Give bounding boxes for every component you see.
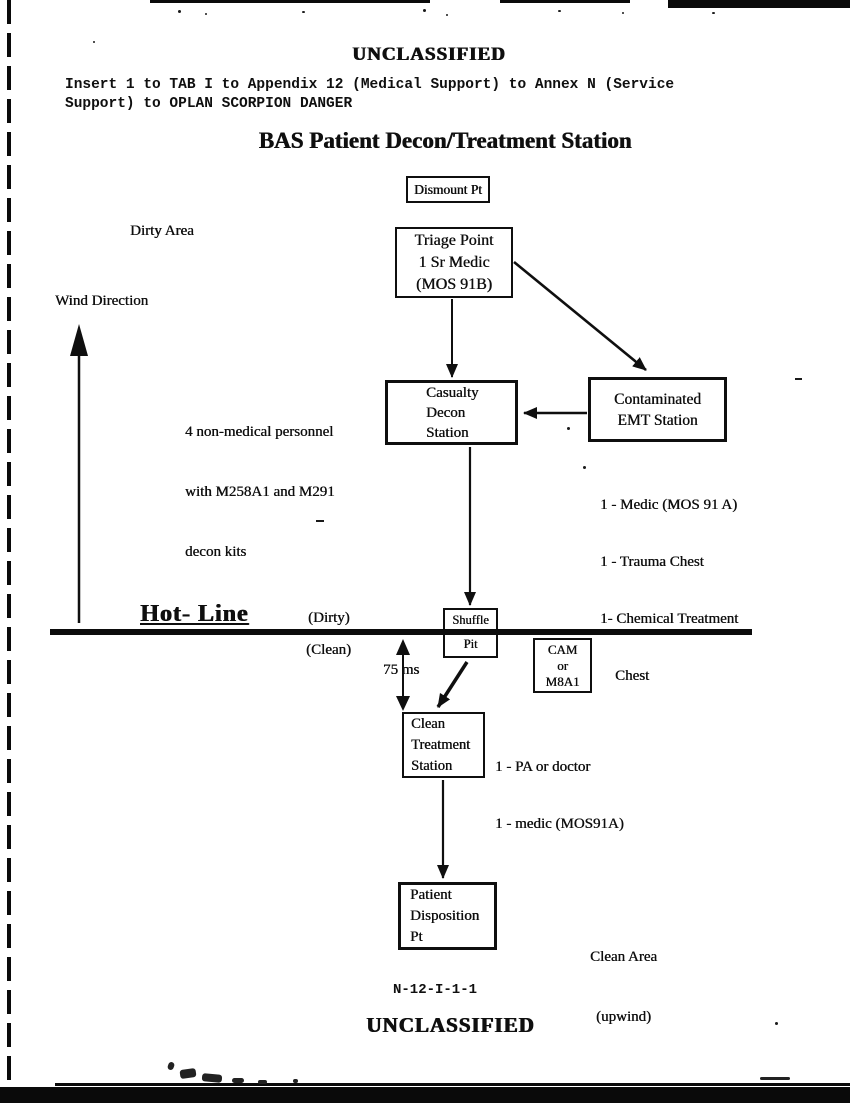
- clean-area-label: [590, 907, 657, 1067]
- patient-disposition-pt-box: [398, 882, 497, 950]
- arrow-shuffle-pit-to-clean-treatment: [438, 662, 467, 707]
- scan-speck: [423, 9, 426, 12]
- emt-staffing-list: [600, 458, 738, 724]
- dismount-pt-box: [406, 176, 490, 203]
- emt-line-1: Contaminated: [614, 390, 701, 408]
- scan-speck: [258, 1080, 267, 1084]
- scan-speck: [583, 466, 586, 469]
- scan-speck: [622, 12, 624, 14]
- decon-note-line-2: with M258A1 and M291: [185, 484, 335, 500]
- pdp-line-1: Patient: [410, 886, 452, 903]
- scan-speck: [795, 378, 802, 380]
- decon-note-line-1: 4 non-medical personnel: [185, 424, 334, 440]
- clean-treatment-station-box: [402, 712, 485, 778]
- contaminated-emt-station-box: [588, 377, 727, 442]
- emt-staff-line-3: 1- Chemical Treatment: [600, 611, 739, 627]
- cts-line-1: Clean: [411, 715, 445, 732]
- scan-edge-artifact: [7, 0, 11, 1080]
- clean-side-label: (Clean): [306, 642, 351, 658]
- scan-edge-artifact: [500, 0, 630, 3]
- scan-speck: [293, 1079, 298, 1083]
- triage-line-1: Triage Point: [414, 231, 494, 249]
- header-line-2: Support) to OPLAN SCORPION DANGER: [65, 96, 353, 112]
- clean-area-line-2: (upwind): [596, 1009, 652, 1025]
- casualty-line-2: Decon: [426, 404, 466, 421]
- casualty-decon-station-box: [385, 380, 518, 445]
- page-title: BAS Patient Decon/Treatment Station: [258, 128, 632, 153]
- triage-line-2: 1 Sr Medic: [418, 253, 490, 271]
- scan-speck: [302, 11, 305, 13]
- scan-speck: [558, 10, 561, 12]
- clean-area-line-1: Clean Area: [590, 949, 658, 965]
- casualty-line-1: Casualty: [426, 384, 479, 401]
- classification-banner-top: UNCLASSIFIED: [352, 44, 506, 65]
- cts-line-3: Station: [411, 757, 453, 774]
- emt-staff-line-1: 1 - Medic (MOS 91 A): [600, 497, 738, 513]
- decon-note-line-3: decon kits: [185, 544, 247, 560]
- scan-edge-artifact: [0, 1087, 850, 1103]
- shuffle-pit-line-2: Pit: [463, 637, 478, 651]
- scan-speck: [712, 12, 715, 14]
- emt-staff-line-4: Chest: [615, 668, 650, 684]
- cam-line-2: or: [557, 657, 568, 673]
- clean-treatment-staffing-list: [495, 720, 624, 872]
- cam-line-3: M8A1: [545, 673, 580, 689]
- cam-line-1: CAM: [547, 641, 578, 657]
- dirty-side-label: (Dirty): [308, 610, 350, 626]
- pdp-line-2: Disposition: [410, 907, 480, 924]
- scan-speck: [93, 41, 95, 43]
- figure-number: N-12-I-1-1: [393, 982, 478, 998]
- emt-line-2: EMT Station: [617, 411, 698, 429]
- scan-speck: [567, 427, 570, 430]
- scan-speck: [167, 1061, 175, 1071]
- scan-speck: [775, 1022, 778, 1025]
- scan-speck: [446, 14, 448, 16]
- scan-edge-artifact: [668, 0, 850, 8]
- scan-speck: [205, 13, 207, 15]
- cts-staff-line-2: 1 - medic (MOS91A): [495, 816, 624, 832]
- cts-line-2: Treatment: [411, 736, 471, 753]
- scan-speck: [179, 1068, 196, 1079]
- emt-staff-line-2: 1 - Trauma Chest: [600, 554, 704, 570]
- dirty-area-label: Dirty Area: [130, 223, 194, 239]
- wind-direction-label: Wind Direction: [55, 293, 149, 309]
- casualty-line-3: Station: [426, 424, 469, 441]
- hot-line-label: Hot- Line: [140, 601, 249, 627]
- wind-direction-arrow: [70, 324, 88, 623]
- triage-line-3: (MOS 91B): [415, 275, 492, 293]
- scan-edge-artifact: [150, 0, 430, 3]
- triage-point-box: [395, 227, 513, 298]
- scan-speck: [760, 1077, 790, 1080]
- arrow-triage-to-contaminated-emt: [514, 262, 646, 370]
- scan-speck: [232, 1078, 244, 1083]
- shuffle-pit-line-1: Shuffle: [452, 613, 489, 627]
- classification-banner-bottom: UNCLASSIFIED: [366, 1013, 535, 1037]
- header-line-1: Insert 1 to TAB I to Appendix 12 (Medical Support) to Annex N (Service: [65, 77, 675, 93]
- distance-label: 75 ms: [383, 662, 420, 678]
- scan-speck: [178, 10, 181, 13]
- scan-speck: [202, 1073, 223, 1083]
- scan-edge-artifact: [55, 1083, 850, 1086]
- cam-or-m8a1-box: [533, 638, 592, 693]
- cts-staff-line-1: 1 - PA or doctor: [495, 759, 591, 775]
- decon-personnel-note: [185, 382, 335, 602]
- dismount-pt-label: Dismount Pt: [414, 181, 482, 197]
- hot-line: [50, 629, 752, 635]
- pdp-line-3: Pt: [410, 928, 423, 945]
